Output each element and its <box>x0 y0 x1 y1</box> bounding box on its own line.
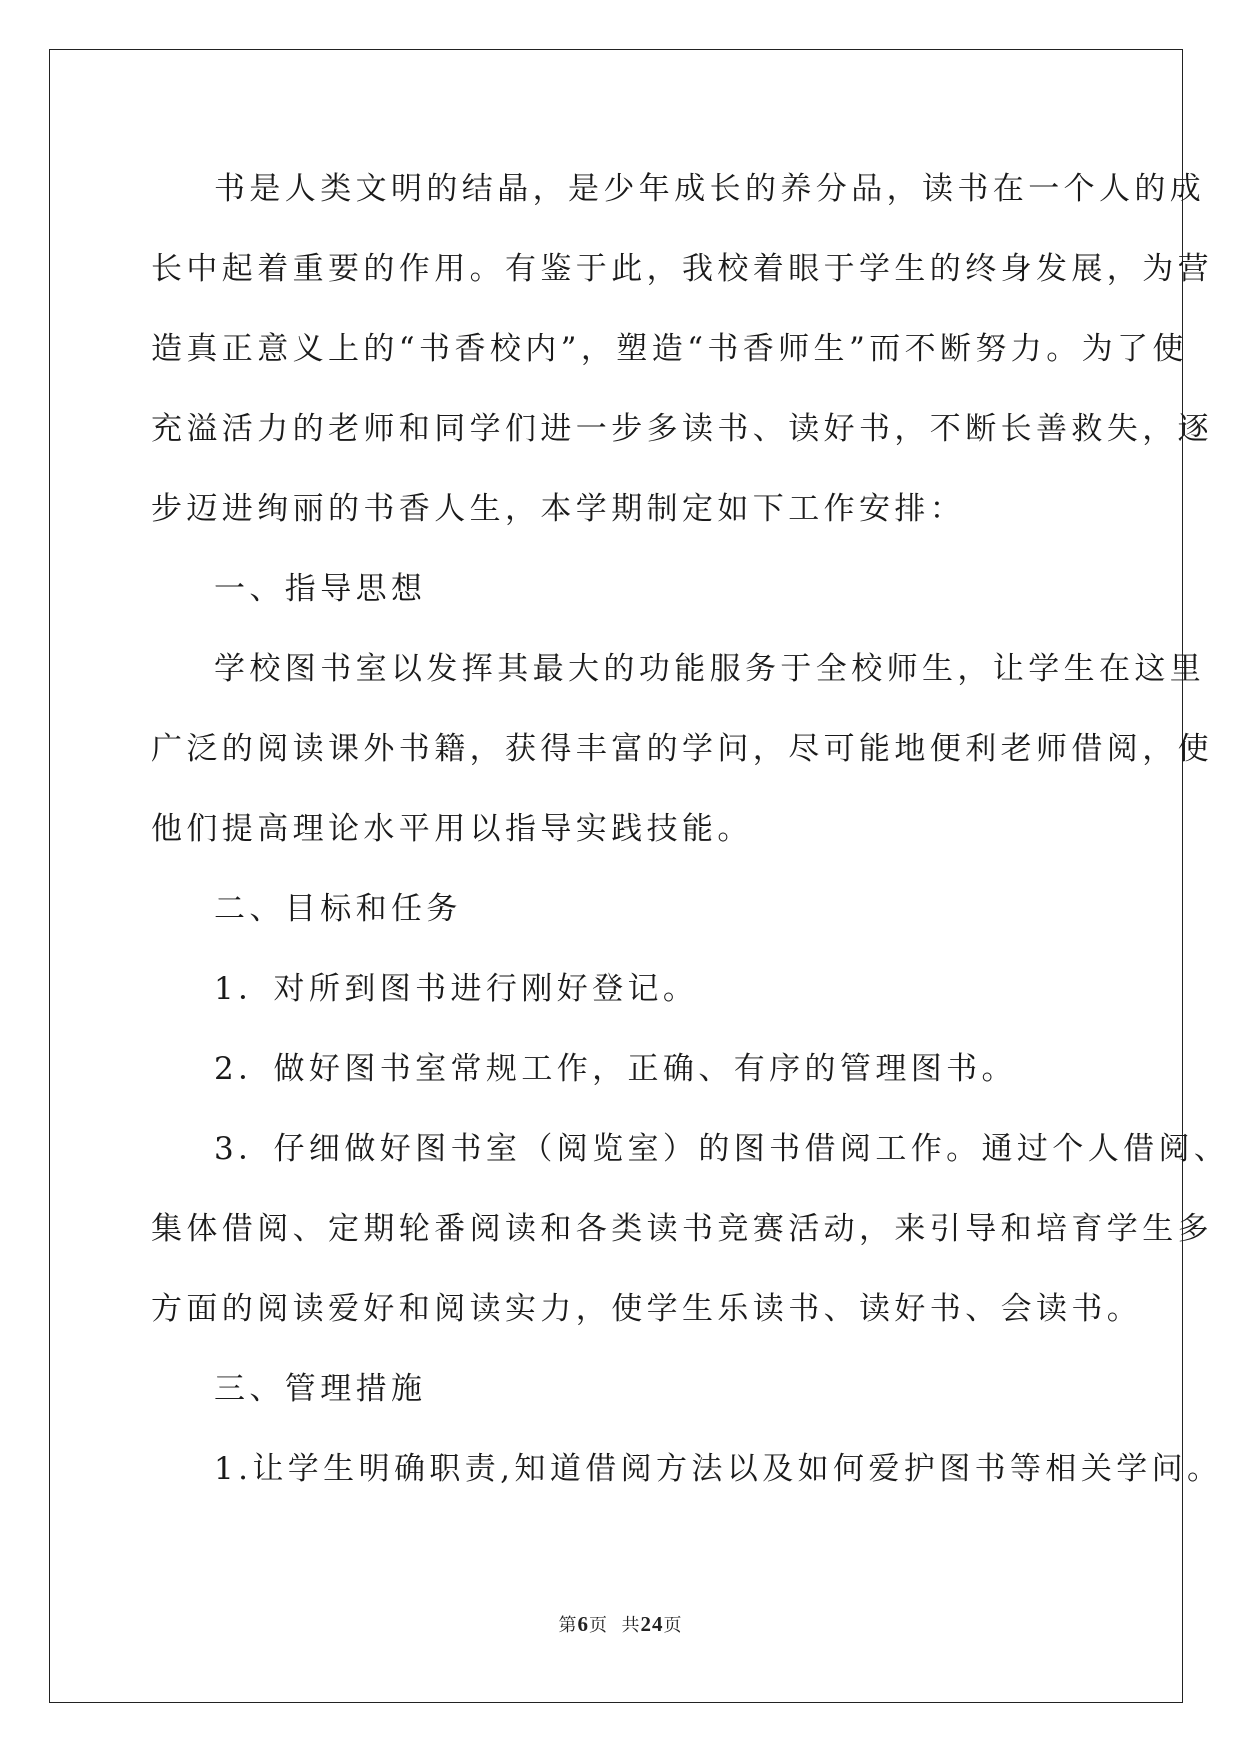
footer-total-pages: 24 <box>640 1612 664 1636</box>
document-body <box>151 165 1230 1525</box>
list-item-goal-3-line-1: 3．仔细做好图书室（阅览室）的图书借阅工作。通过个人借阅、 <box>214 1131 1230 1167</box>
list-item-goal-2: 2．做好图书室常规工作，正确、有序的管理图书。 <box>214 1051 1017 1087</box>
footer-total-suffix: 页 <box>663 1615 683 1636</box>
paragraph-intro-line-2: 长中起着重要的作用。有鉴于此，我校着眼于学生的终身发展，为营 <box>151 251 1213 287</box>
section-heading-guiding-thought: 一、指导思想 <box>214 571 427 607</box>
footer-page-prefix: 第 <box>558 1615 578 1636</box>
paragraph-guiding-line-3: 他们提高理论水平用以指导实践技能。 <box>151 811 753 847</box>
footer-page-number: 6 <box>577 1612 590 1636</box>
section-heading-management: 三、管理措施 <box>214 1371 427 1407</box>
paragraph-intro-line-3: 造真正意义上的“书香校内”，塑造“书香师生”而不断努力。为了使 <box>151 331 1188 367</box>
footer-page-suffix: 页 共 <box>589 1615 641 1636</box>
page-footer <box>0 1612 1241 1638</box>
paragraph-guiding-line-2: 广泛的阅读课外书籍，获得丰富的学问，尽可能地便利老师借阅，使 <box>151 731 1213 767</box>
paragraph-intro-line-1: 书是人类文明的结晶，是少年成长的养分品，读书在一个人的成 <box>214 171 1206 207</box>
list-item-management-1: 1.让学生明确职责,知道借阅方法以及如何爱护图书等相关学问。 <box>214 1451 1223 1487</box>
paragraph-guiding-line-1: 学校图书室以发挥其最大的功能服务于全校师生，让学生在这里 <box>214 651 1206 687</box>
list-item-goal-3-line-3: 方面的阅读爱好和阅读实力，使学生乐读书、读好书、会读书。 <box>151 1291 1143 1327</box>
list-item-goal-3-line-2: 集体借阅、定期轮番阅读和各类读书竞赛活动，来引导和培育学生多 <box>151 1211 1213 1247</box>
paragraph-intro-line-5: 步迈进绚丽的书香人生，本学期制定如下工作安排： <box>151 491 966 527</box>
paragraph-intro-line-4: 充溢活力的老师和同学们进一步多读书、读好书，不断长善救失，逐 <box>151 411 1213 447</box>
list-item-goal-1: 1．对所到图书进行刚好登记。 <box>214 971 699 1007</box>
section-heading-goals-tasks: 二、目标和任务 <box>214 891 462 927</box>
